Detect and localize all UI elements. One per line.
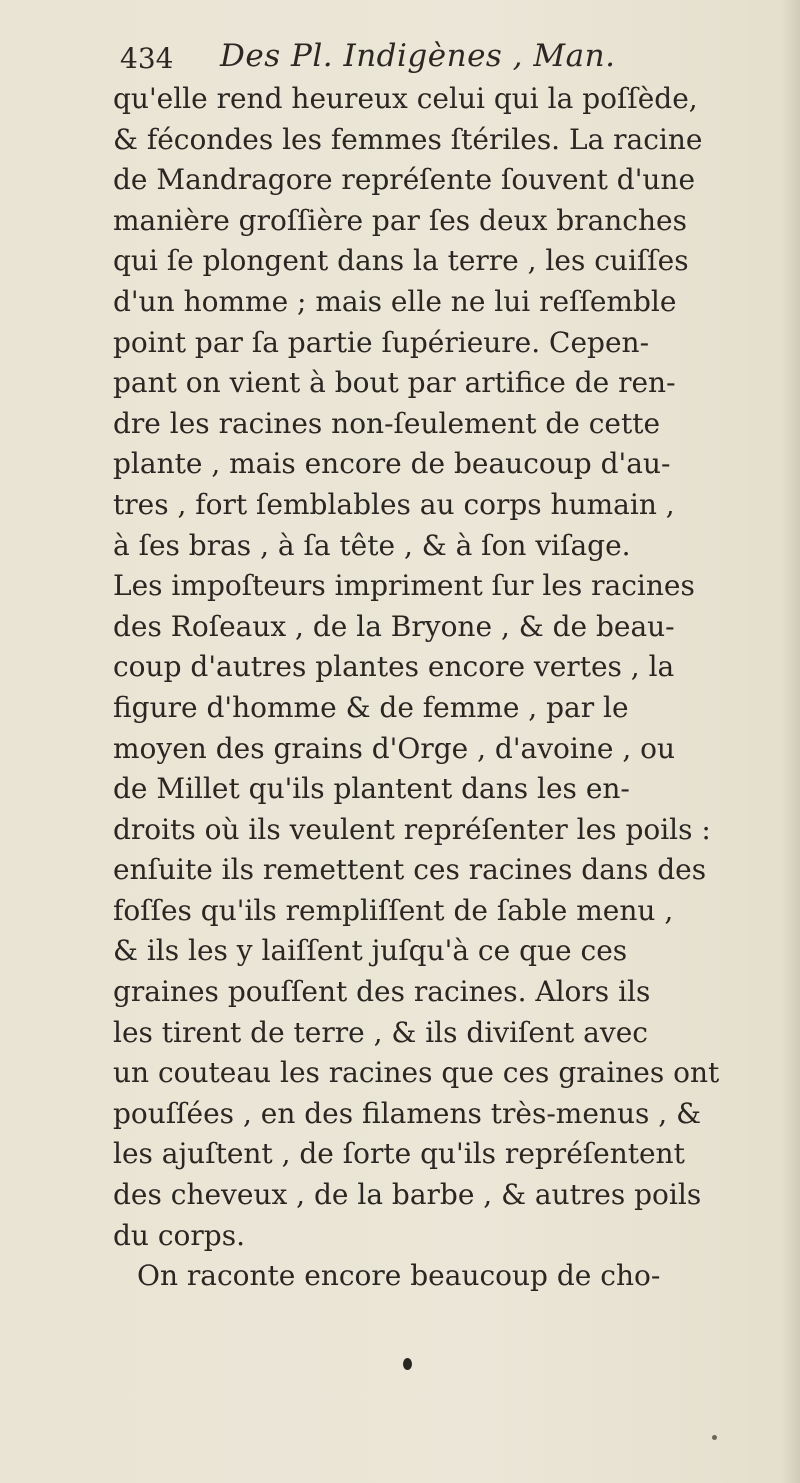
text-line-paragraph-start: On raconte encore beaucoup de cho- xyxy=(137,1259,661,1293)
text-line: de Mandragore repréſente ſouvent d'une xyxy=(113,163,696,197)
text-line: & ils les y laiſſent juſqu'à ce que ces xyxy=(113,934,628,968)
page-header xyxy=(120,38,770,84)
text-line: des cheveux , de la barbe , & autres poils xyxy=(113,1178,702,1212)
text-line: figure d'homme & de femme , par le xyxy=(113,690,629,724)
text-line: à ſes bras , à ſa tête , & à ſon viſage. xyxy=(113,528,631,562)
text-line: droits où ils veulent repréſenter les poils : xyxy=(113,812,711,846)
text-line: enſuite ils remettent ces racines dans des xyxy=(113,853,707,887)
text-line: du corps. xyxy=(113,1218,245,1252)
text-line: moyen des grains d'Orge , d'avoine , ou xyxy=(113,731,676,765)
text-line: & fécondes les femmes ſtériles. La racine xyxy=(113,122,703,156)
text-line: pouſſées , en des filamens très-menus , & xyxy=(113,1096,701,1130)
text-line: manière groſſière par ſes deux branches xyxy=(113,203,687,237)
text-line: d'un homme ; mais elle ne lui reſſemble xyxy=(113,284,677,318)
text-line: dre les racines non-ſeulement de cette xyxy=(113,406,661,440)
body-text xyxy=(113,79,793,1297)
text-line: de Millet qu'ils plantent dans les en- xyxy=(113,772,630,806)
text-line: graines pouſſent des racines. Alors ils xyxy=(113,975,651,1009)
text-line: point par ſa partie ſupérieure. Cepen- xyxy=(113,325,650,359)
text-line: les ajuſtent , de ſorte qu'ils repréſentent xyxy=(113,1137,685,1171)
text-line: les tirent de terre , & ils diviſent avec xyxy=(113,1015,648,1049)
text-line: plante , mais encore de beaucoup d'au- xyxy=(113,447,671,481)
text-line: qu'elle rend heureux celui qui la poſſède, xyxy=(113,82,698,115)
text-line: coup d'autres plantes encore vertes , la xyxy=(113,650,675,684)
text-line: tres , fort ſemblables au corps humain , xyxy=(113,487,675,521)
text-line: qui ſe plongent dans la terre , les cuiſſes xyxy=(113,244,689,278)
text-line: pant on vient à bout par artifice de ren- xyxy=(113,366,676,400)
text-line: des Roſeaux , de la Bryone , & de beau- xyxy=(113,609,675,643)
page-number: 434 xyxy=(120,42,174,75)
running-head: Des Pl. Indigènes , Man. xyxy=(220,38,616,74)
text-line: un couteau les racines que ces graines ont xyxy=(113,1056,720,1090)
text-line: foſſes qu'ils rempliſſent de ſable menu , xyxy=(113,893,674,927)
text-line: Les impoſteurs impriment ſur les racines xyxy=(113,569,695,603)
paper-speck xyxy=(712,1435,717,1440)
ink-mark xyxy=(403,1358,412,1370)
